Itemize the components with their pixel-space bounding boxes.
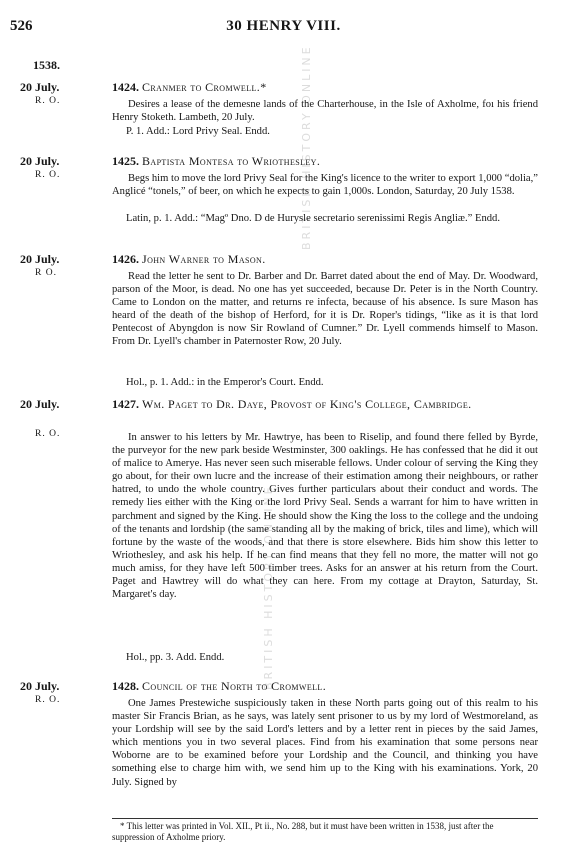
entry-number: 1425. [112,154,139,168]
entry-note: Hol., p. 1. Add.: in the Emperor's Court. Endd. [126,377,324,388]
entry-heading [112,154,320,169]
entry-title: Council of the North to Cromwell. [142,679,327,693]
entry-body: One James Prestewiche suspiciously taken in these North parts going out of this realm to his master Sir Francis Brian, as he says, was lately sent prisoner to us by my lord of Westmoreland, as your Lordship will see by the said Lord's letters and by a letter rent in pieces by the said James, which mentions you in two several places. Find from his examination that some persons near Woborne are to be examined before your Lordship and the Council, and thinking you have something else to charge him with, we send him up to the King with his examinations. York, 20 July. Signed by [112,698,538,788]
entry-title: Baptista Montesa to Wriothesley. [142,154,321,168]
entry-source: R O. [35,268,57,278]
entry-title: Wm. Paget to Dr. Daye, Provost of King's College, Cambridge. [142,397,472,411]
entry-body: In answer to his letters by Mr. Hawtrye, has been to Riselip, and found there felled by Byrde, the purveyor for the new park beside Westminster, 300 oaklings. He has confessed that he did it out of malice to Amerye. Has never seen such miserable fellows. Under colour of serving the King they go about, for their own lucre and the increase of their estimation among their neighbours, or rather hatred, to undo the whole country. Gives further particulars about their conduct and words. The remedy lies either with the King or the lord Privy Seal. Sends a warrant for him to have written in parchment and signed by the King. He should show the King the loss to the college and the undoing of the tenants and lordship (the same standing all by the making of brick, tiles and lime), which will fortune by the waste of the woods, and that there is store elsewhere. Bids him show this letter to Wriothesley, and ask his help. If he can find means that they fell no more, the matter will not go much amiss, for they have left 500 timber trees. Asks for an answer at his return from the Court. Paget and Hawtrey will do what they can here. From my cottage at Drayton, Saturday, St. Margaret's day. [112,432,538,601]
entry-date: 20 July. [20,397,60,411]
entry-note: Hol., pp. 3. Add. Endd. [126,652,225,663]
entry-date: 20 July. [20,252,60,266]
entry-number: 1426. [112,252,139,266]
watermark-text: BRITISH HISTORY ONLINE [300,44,313,250]
entry-heading [112,397,538,412]
entry-source: R. O. [35,695,61,705]
entry-heading [112,679,326,694]
page-header [0,18,567,38]
footnote-divider [112,818,538,819]
entry-date: 20 July. [20,154,60,168]
entry-date: 20 July. [20,679,60,693]
entry-source: R. O. [35,429,61,439]
page-number: 526 [10,18,33,34]
watermark-text: BRITISH HISTORY ONLINE [262,484,275,690]
entry-number: 1427. [112,397,139,411]
entry-title: Cranmer to Cromwell.* [142,80,267,94]
footnote: * This letter was printed in Vol. XII., Pt ii., No. 288, but it must have been written in 1538, just after the suppression of Axholme priory. [112,821,494,842]
entry-heading [112,252,266,267]
entry-title: John Warner to Mason. [142,252,266,266]
entry-body: Read the letter he sent to Dr. Barber and Dr. Barret dated about the end of May. Dr. Woodward, parson of the Moor, is dead. No one has yet succeeded, because Dr. Peter is in the North Country. Came to London on the matter, and returns re infecta, because of his absence. Is sure Mason has heard of the death of the bishop of Herford, for it is Dr. Roper's tidings, “like as it is that lord Pentecost of Abyngdon is now Sir Rowland of Cumner.” Dr. Lyell commends himself to Mason. From Dr. Lyell's chamber in Paternoster Row, 20 July. [112,271,538,348]
year-label: 1538. [33,58,60,72]
entry-number: 1428. [112,679,139,693]
entry-number: 1424. [112,80,139,94]
entry-body: Begs him to move the lord Privy Seal for the King's licence to the writer to export 1,000 “dolia,” Anglicé “tonels,” of beer, on which he expects to gain 1,000s. London, Saturday, 20 July 1538. [112,173,538,198]
entry-body: Desires a lease of the demesne lands of the Charterhouse, in the Isle of Axholme, foı his friend Henry Stoketh. Lambeth, 20 July. [112,99,538,124]
entry-note: P. 1. Add.: Lord Privy Seal. Endd. [126,126,270,137]
entry-source: R. O. [35,170,61,180]
running-title: 30 HENRY VIII. [226,18,341,34]
entry-date: 20 July. [20,80,60,94]
entry-note: Latin, p. 1. Add.: “Magº Dno. D de Hurysle secretario serenissimi Regis Angliæ.” Endd. [126,213,501,224]
entry-heading [112,80,267,95]
entry-source: R. O. [35,96,61,106]
